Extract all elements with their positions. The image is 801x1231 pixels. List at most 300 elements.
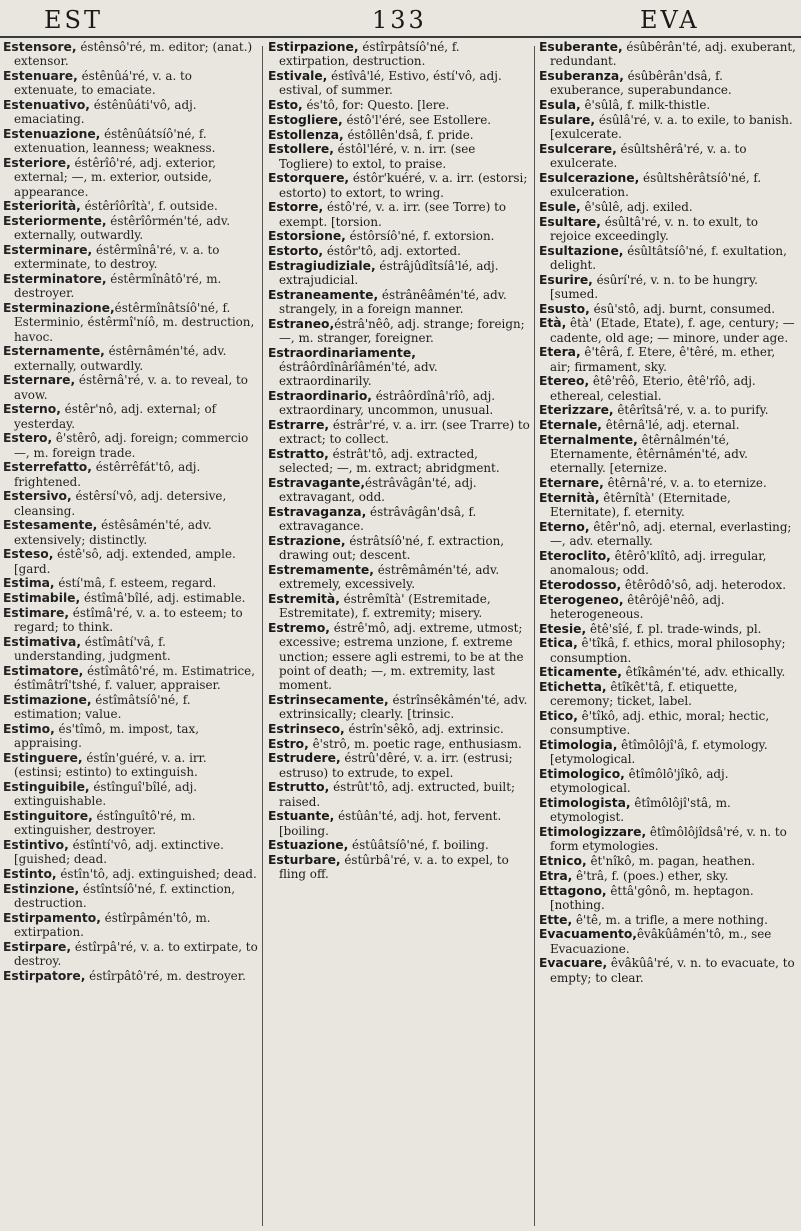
dictionary-entry — [539, 302, 799, 316]
dictionary-entry — [2, 591, 258, 605]
entry-headword: Esule, — [539, 199, 581, 214]
entry-definition: éstûâtsíô'né, f. boiling. — [348, 838, 489, 853]
dictionary-entry — [2, 431, 258, 460]
dictionary-entry — [2, 344, 258, 373]
entry-headword: Estero, — [3, 431, 53, 446]
dictionary-entry — [539, 418, 799, 432]
entry-definition: éstrânêâmén'té, adv. strangely, in a foreign manner. — [279, 287, 507, 316]
dictionary-entry — [2, 606, 258, 635]
entry-headword: Eteroclito, — [539, 548, 611, 563]
entry-definition: êtà' (Etade, Etate), f. age, century; — cadente, old age; — minore, under age. — [550, 316, 795, 345]
entry-headword: Estrudere, — [268, 751, 341, 766]
entry-definition: és'tô, for: Questo. [lere. — [302, 98, 450, 112]
entry-definition: ê'stêrô, adj. foreign; commercio —, m. foreign trade. — [14, 431, 249, 460]
entry-definition: éstîntsíô'né, f. extinction, destruction. — [14, 881, 236, 910]
dictionary-entry — [539, 98, 799, 112]
dictionary-entry — [268, 737, 532, 751]
dictionary-entry — [539, 796, 799, 825]
entry-definition: ê'tê, m. a trifle, a mere nothing. — [572, 912, 768, 927]
dictionary-entry — [2, 373, 258, 402]
entry-headword: Estimatore, — [3, 663, 84, 678]
entry-definition: éstîvâ'lé, Estivo, éstí'vô, adj. estival, of summer. — [279, 69, 502, 98]
entry-headword: Esultare, — [539, 214, 601, 229]
dictionary-entry — [2, 940, 258, 969]
dictionary-entry — [268, 418, 532, 447]
column-divider — [262, 46, 263, 1226]
entry-definition: éstênsô'ré, m. editor; (anat.) extensor. — [14, 40, 253, 69]
header-rule — [0, 36, 801, 38]
dictionary-entry — [539, 142, 799, 171]
entry-definition: éstînguî'bîlé, adj. extinguishable. — [14, 779, 198, 808]
entry-definition: éstênûátsíô'né, f. extenuation, leanness; weakness. — [14, 127, 216, 156]
entry-headword: Eternità, — [539, 490, 600, 505]
entry-definition: ésûltshêrâtsíô'né, f. exulceration. — [550, 170, 762, 199]
entry-headword: Estesamente, — [3, 518, 98, 533]
entry-headword: Esterrefatto, — [3, 460, 92, 475]
entry-headword: Estimare, — [3, 605, 69, 620]
dictionary-entry — [539, 927, 799, 956]
entry-definition: éstôrsíô'né, f. extorsion. — [345, 229, 495, 244]
entry-headword: Etesie, — [539, 621, 587, 636]
entry-definition: êt'nîkô, m. pagan, heathen. — [586, 854, 756, 868]
entry-headword: Etera, — [539, 345, 581, 360]
entry-definition: éstôr'tô, adj. extorted. — [323, 244, 461, 258]
dictionary-entry — [539, 884, 799, 913]
dictionary-entry — [539, 171, 799, 200]
left-running-head: EST — [44, 6, 103, 34]
entry-headword: Età, — [539, 316, 567, 331]
column-2 — [268, 40, 532, 1225]
entry-headword: Estremo, — [268, 621, 330, 635]
entry-definition: éstêrîôrîtà', f. outside. — [80, 199, 218, 214]
entry-definition: ê'sûlâ, f. milk-thistle. — [580, 98, 711, 112]
dictionary-entry — [268, 693, 532, 722]
entry-headword: Esteriorità, — [3, 199, 81, 214]
entry-definition: éstrût'tô, adj. extructed, built; raised. — [279, 780, 515, 809]
column-1 — [2, 40, 258, 1225]
entry-definition: éstô'ré, v. a. irr. (see Torre) to exempt. [torsion. — [279, 200, 507, 229]
dictionary-entry — [2, 751, 258, 780]
entry-definition: éstûrbâ'ré, v. a. to expel, to fling off. — [279, 853, 509, 882]
entry-headword: Estensore, — [3, 40, 77, 54]
entry-definition: ê'strô, m. poetic rage, enthusiasm. — [308, 736, 522, 751]
dictionary-entry — [539, 869, 799, 883]
dictionary-entry — [539, 433, 799, 476]
entry-definition: éstrâôrdînârîâmén'té, adv. extraordinarily. — [279, 360, 438, 389]
entry-headword: Esturbare, — [268, 853, 341, 867]
entry-definition: êtêrnâ'ré, v. a. to eternize. — [603, 476, 767, 490]
entry-headword: Etnico, — [539, 854, 587, 868]
entry-headword: Estinguere, — [3, 750, 83, 765]
entry-definition: ê'tîkô, adj. ethic, moral; hectic, consumptive. — [550, 709, 770, 738]
dictionary-entry — [2, 722, 258, 751]
entry-definition: éstînguîtô'ré, m. extinguisher, destroyer. — [14, 808, 196, 837]
dictionary-entry — [539, 622, 799, 636]
entry-headword: Esterminazione, — [3, 301, 115, 315]
entry-headword: Estro, — [268, 736, 309, 751]
dictionary-entry — [2, 969, 258, 983]
dictionary-entry — [2, 69, 258, 98]
dictionary-entry — [2, 882, 258, 911]
entry-headword: Estimo, — [3, 721, 55, 736]
entry-definition: éstôr'kuéré, v. a. irr. (estorsi; estorto) to extort, to wring. — [279, 171, 528, 200]
entry-headword: Estorto, — [268, 244, 324, 258]
entry-definition: éstîrpâ'ré, v. a. to extirpate, to destroy. — [14, 939, 258, 968]
dictionary-entry — [268, 751, 532, 780]
entry-definition: éstêrîô'ré, adj. exterior, external; —, m. exterior, outside, appearance. — [14, 156, 216, 199]
entry-headword: Estenuare, — [3, 69, 78, 83]
entry-definition: ésûltshêrâ'ré, v. a. to exulcerate. — [550, 141, 747, 170]
entry-headword: Esulcerare, — [539, 141, 617, 156]
entry-headword: Estintivo, — [3, 837, 69, 852]
entry-headword: Estimabile, — [3, 591, 81, 605]
entry-definition: êtêrnâ'lé, adj. eternal. — [601, 418, 740, 432]
entry-definition: éstrêmâmén'té, adv. extremely, excessively. — [279, 563, 500, 592]
entry-headword: Eternalmente, — [539, 432, 638, 447]
dictionary-entry — [539, 200, 799, 214]
dictionary-entry — [539, 956, 799, 985]
dictionary-entry — [2, 576, 258, 590]
entry-definition: éstrînsêkâmén'té, adv. extrinsically; clearly. [trinsic. — [279, 692, 528, 721]
dictionary-entry — [2, 243, 258, 272]
entry-definition: éstîrpâtô'ré, m. destroyer. — [85, 968, 246, 983]
entry-headword: Evacuamento, — [539, 927, 637, 942]
entry-headword: Estinzione, — [3, 881, 80, 896]
entry-headword: Estollere, — [268, 142, 334, 157]
entry-headword: Etimologista, — [539, 796, 631, 810]
dictionary-entry — [539, 345, 799, 374]
dictionary-entry — [2, 838, 258, 867]
entry-headword: Estrazione, — [268, 534, 346, 548]
entry-headword: Estogliere, — [268, 112, 343, 127]
entry-definition: ê'tîkâ, f. ethics, moral philosophy; consumption. — [550, 636, 786, 665]
entry-definition: éstrâr'ré, v. a. irr. (see Trarre) to extract; to collect. — [279, 418, 530, 447]
entry-definition: êtîmôlôjî'â, f. etymology. [etymological. — [550, 738, 768, 767]
entry-definition: êtê'rêô, Eterio, êtê'rîô, adj. ethereal, celestial. — [550, 374, 756, 403]
entry-definition: éstêrmînâ'ré, v. a. to exterminate, to destroy. — [14, 243, 220, 272]
entry-definition: éstênûáti'vô, adj. emaciating. — [14, 98, 197, 127]
entry-headword: Estraordinariamente, — [268, 345, 416, 360]
dictionary-entry — [2, 809, 258, 838]
dictionary-entry — [539, 549, 799, 578]
entry-headword: Estirpamento, — [3, 910, 101, 925]
entry-headword: Estima, — [3, 576, 55, 591]
dictionary-entry — [268, 505, 532, 534]
entry-headword: Etimologizzare, — [539, 825, 647, 839]
dictionary-entry — [268, 346, 532, 389]
dictionary-entry — [268, 244, 532, 258]
entry-definition: éstrâôrdînâ'rîô, adj. extraordinary, uncommon, unusual. — [279, 389, 496, 418]
entry-headword: Estenuativo, — [3, 98, 90, 112]
entry-definition: êvâkûâmén'tô, m., see Evacuazione. — [550, 927, 772, 956]
entry-headword: Esulcerazione, — [539, 170, 640, 185]
entry-headword: Esteriormente, — [3, 214, 107, 228]
dictionary-entry — [539, 593, 799, 622]
entry-headword: Estersivo, — [3, 489, 72, 504]
entry-headword: Ette, — [539, 912, 573, 927]
dictionary-entry — [539, 665, 799, 679]
entry-headword: Estrinsecamente, — [268, 692, 389, 707]
entry-definition: éstîn'guéré, v. a. irr. (estinsi; estinto) to extinguish. — [14, 750, 207, 779]
dictionary-entry — [539, 374, 799, 403]
entry-definition: êttâ'gônô, m. heptagon. [nothing. — [550, 883, 754, 912]
dictionary-entry — [2, 156, 258, 199]
entry-definition: ésûbêrân'dsâ, f. exuberance, superabundance. — [550, 69, 732, 98]
dictionary-entry — [268, 113, 532, 127]
entry-definition: éstêrîôrmén'té, adv. externally, outwardly. — [14, 214, 230, 243]
entry-definition: êtêrnâlmén'té, Eternamente, êtêrnâmén'té, adv. eternally. [eternize. — [550, 432, 748, 476]
entry-headword: Esternare, — [3, 373, 76, 388]
entry-headword: Esulare, — [539, 112, 596, 127]
entry-definition: és'tîmô, m. impost, tax, appraising. — [14, 721, 199, 750]
entry-definition: éstêrsí'vô, adj. detersive, cleansing. — [14, 489, 227, 518]
entry-definition: éstîmâ'ré, v. a. to esteem; to regard; to think. — [14, 605, 243, 634]
dictionary-entry — [268, 563, 532, 592]
dictionary-entry — [2, 301, 258, 344]
entry-headword: Esteriore, — [3, 156, 71, 170]
entry-definition: ésûbêrân'té, adj. exuberant, redundant. — [550, 40, 796, 69]
entry-definition: éstîn'tô, adj. extinguished; dead. — [56, 866, 257, 881]
entry-headword: Estragiudiziale, — [268, 258, 376, 273]
entry-headword: Eterno, — [539, 519, 590, 534]
dictionary-entry — [539, 578, 799, 592]
entry-headword: Estravaganza, — [268, 505, 367, 519]
page-header — [0, 0, 801, 40]
entry-headword: Etichetta, — [539, 680, 607, 694]
dictionary-entry — [268, 780, 532, 809]
dictionary-entry — [2, 547, 258, 576]
entry-headword: Estollenza, — [268, 127, 344, 142]
dictionary-entry — [268, 447, 532, 476]
dictionary-entry — [539, 680, 799, 709]
entry-headword: Estrinseco, — [268, 721, 345, 736]
entry-headword: Estirpare, — [3, 939, 72, 954]
entry-headword: Estivale, — [268, 69, 328, 83]
dictionary-entry — [2, 780, 258, 809]
entry-definition: ê'têrâ, f. Etere, ê'têré, m. ether, air; firmament, sky. — [550, 345, 776, 374]
entry-headword: Esteso, — [3, 547, 54, 562]
dictionary-entry — [268, 389, 532, 418]
dictionary-entry — [539, 273, 799, 302]
entry-definition: êtêrôjê'nêô, adj. heterogeneous. — [550, 592, 725, 621]
entry-headword: Eternare, — [539, 476, 604, 490]
entry-headword: Estrutto, — [268, 780, 330, 795]
entry-headword: Estuante, — [268, 809, 335, 824]
entry-headword: Esuberante, — [539, 40, 623, 54]
dictionary-entry — [2, 518, 258, 547]
entry-headword: Estorquere, — [268, 171, 350, 186]
entry-definition: ésûltâtsíô'né, f. exultation, delight. — [550, 243, 787, 272]
entry-headword: Etico, — [539, 709, 578, 723]
entry-headword: Esterno, — [3, 402, 61, 417]
entry-definition: êtîmôlôjî'stâ, m. etymologist. — [550, 796, 731, 825]
entry-headword: Estinto, — [3, 866, 57, 881]
entry-headword: Estinguitore, — [3, 808, 93, 823]
dictionary-entry — [2, 127, 258, 156]
dictionary-entry — [2, 635, 258, 664]
dictionary-entry — [539, 709, 799, 738]
dictionary-entry — [2, 272, 258, 301]
dictionary-entry — [539, 825, 799, 854]
entry-headword: Eternale, — [539, 418, 602, 432]
entry-headword: Eticamente, — [539, 665, 622, 680]
entry-headword: Estraneamente, — [268, 287, 379, 302]
entry-headword: Estirpatore, — [3, 968, 86, 983]
dictionary-entry — [268, 838, 532, 852]
entry-headword: Esuberanza, — [539, 69, 624, 83]
dictionary-entry — [2, 40, 258, 69]
entry-definition: éstîmâ'bîlé, adj. estimable. — [80, 591, 246, 605]
right-running-head: EVA — [640, 6, 700, 34]
entry-definition: éstêrmînâtsíô'né, f. Esterminio, éstêrmî'níô, m. destruction, havoc. — [14, 301, 255, 344]
entry-definition: êtêrîtsâ'ré, v. a. to purify. — [613, 403, 769, 418]
entry-definition: éstîmâtô'ré, m. Estimatrice, éstîmâtrî'tshé, f. valuer, appraiser. — [14, 663, 255, 692]
entry-definition: ésûlâ'ré, v. a. to exile, to banish. [exulcerate. — [550, 112, 793, 141]
dictionary-entry — [268, 288, 532, 317]
entry-definition: êtîkêt'tâ, f. etiquette, ceremony; ticket, label. — [550, 680, 738, 709]
entry-definition: ê'sûlê, adj. exiled. — [580, 199, 693, 214]
entry-definition: éstîntí'vô, adj. extinctive. [guished; dead. — [14, 837, 224, 866]
entry-definition: êtêrnîtà' (Eternitade, Eternitate), f. eternity. — [550, 490, 731, 519]
dictionary-entry — [539, 767, 799, 796]
entry-headword: Eterodosso, — [539, 577, 622, 592]
entry-headword: Evacuare, — [539, 956, 608, 971]
entry-definition: éstîmâtsíô'né, f. estimation; value. — [14, 692, 191, 721]
entry-definition: éstrâ'nêô, adj. strange; foreign; —, m. stranger, foreigner. — [279, 316, 525, 345]
dictionary-entry — [268, 142, 532, 171]
entry-headword: Esternamente, — [3, 344, 105, 359]
dictionary-entry — [539, 316, 799, 345]
entry-headword: Ettagono, — [539, 883, 607, 898]
entry-definition: éstô'l'éré, see Estollere. — [342, 112, 492, 127]
dictionary-entry — [268, 317, 532, 346]
entry-definition: éstrâvâgân'té, adj. extravagant, odd. — [279, 476, 477, 505]
dictionary-entry — [268, 171, 532, 200]
entry-definition: éstûân'té, adj. hot, fervent. [boiling. — [279, 809, 502, 838]
entry-definition: êvâkûâ'ré, v. n. to evacuate, to empty; to clear. — [550, 956, 795, 985]
entry-definition: êtêr'nô, adj. eternal, everlasting; —, adv. eternally. — [550, 519, 792, 548]
dictionary-entry — [2, 402, 258, 431]
entry-definition: ésûrí'ré, v. n. to be hungry. [sumed. — [550, 272, 758, 301]
dictionary-entry — [268, 722, 532, 736]
entry-headword: Estorre, — [268, 200, 324, 215]
entry-headword: Estremamente, — [268, 563, 374, 577]
entry-headword: Eterogeneo, — [539, 592, 624, 607]
entry-definition: éstrâtsíô'né, f. extraction, drawing out; descent. — [279, 534, 505, 563]
dictionary-entry — [268, 476, 532, 505]
dictionary-entry — [539, 476, 799, 490]
dictionary-entry — [2, 911, 258, 940]
entry-headword: Estuazione, — [268, 838, 349, 853]
dictionary-entry — [539, 40, 799, 69]
entry-headword: Esurire, — [539, 272, 593, 287]
entry-definition: êtîmôlô'jîkô, adj. etymological. — [550, 767, 729, 796]
entry-headword: Esto, — [268, 98, 303, 112]
dictionary-entry — [539, 244, 799, 273]
dictionary-entry — [268, 809, 532, 838]
dictionary-entry — [539, 113, 799, 142]
dictionary-entry — [2, 664, 258, 693]
column-3 — [539, 40, 799, 1225]
entry-definition: ésûltâ'ré, v. n. to exult, to rejoice exceedingly. — [550, 214, 759, 243]
entry-definition: éstôl'léré, v. n. irr. (see Togliere) to extol, to praise. — [279, 142, 476, 171]
entry-definition: éstîmâtí'vâ, f. understanding, judgment. — [14, 634, 171, 663]
dictionary-entry — [268, 534, 532, 563]
entry-headword: Esterminare, — [3, 243, 93, 257]
entry-definition: ê'trâ, f. (poes.) ether, sky. — [572, 868, 729, 883]
entry-definition: éstêrnâmén'té, adv. externally, outwardly. — [14, 344, 227, 373]
column-divider — [534, 46, 535, 1226]
entry-definition: ésû'stô, adj. burnt, consumed. — [589, 301, 776, 316]
dictionary-entry — [268, 592, 532, 621]
entry-definition: éstrât'tô, adj. extracted, selected; —, m. extract; abridgment. — [279, 447, 500, 476]
entry-definition: éstí'mâ, f. esteem, regard. — [54, 576, 217, 591]
entry-headword: Etimologico, — [539, 767, 625, 781]
dictionary-entry — [2, 489, 258, 518]
dictionary-entry — [2, 214, 258, 243]
dictionary-entry — [268, 40, 532, 69]
entry-headword: Estimazione, — [3, 692, 92, 707]
entry-definition: éstrê'mô, adj. extreme, utmost; excessive; estrema unzione, f. extreme unction; essere agli estremi, to be at the point of death; —, m. extremity, last moment. — [279, 621, 524, 692]
entry-definition: éstrâjûdîtsíâ'lé, adj. extrajudicial. — [279, 258, 499, 287]
entry-definition: éstîrpâmén'tô, m. extirpation. — [14, 910, 211, 939]
dictionary-entry — [2, 460, 258, 489]
dictionary-entry — [268, 259, 532, 288]
entry-headword: Estremità, — [268, 592, 340, 606]
dictionary-entry — [2, 867, 258, 881]
entry-headword: Etica, — [539, 636, 578, 651]
entry-headword: Esula, — [539, 98, 581, 112]
dictionary-entry — [268, 200, 532, 229]
entry-definition: éstrîn'sêkô, adj. extrinsic. — [344, 721, 504, 736]
dictionary-entry — [539, 215, 799, 244]
entry-headword: Estenuazione, — [3, 127, 101, 141]
entry-definition: êtîkâmén'té, adv. ethically. — [621, 665, 786, 680]
entry-definition: êtêrô'klîtô, adj. irregular, anomalous; odd. — [550, 548, 767, 577]
entry-headword: Estrarre, — [268, 418, 330, 432]
entry-headword: Esterminatore, — [3, 272, 107, 286]
entry-definition: éstênûá'ré, v. a. to extenuate, to emaciate. — [14, 69, 192, 98]
entry-definition: éstêr'nô, adj. external; of yesterday. — [14, 402, 217, 431]
entry-headword: Esultazione, — [539, 243, 624, 258]
dictionary-entry — [539, 520, 799, 549]
dictionary-entry — [268, 853, 532, 882]
entry-definition: éstôllên'dsâ, f. pride. — [343, 127, 474, 142]
dictionary-entry — [539, 854, 799, 868]
dictionary-entry — [268, 621, 532, 692]
dictionary-entry — [539, 69, 799, 98]
dictionary-entry — [539, 636, 799, 665]
entry-definition: éstrâvâgân'dsâ, f. extravagance. — [279, 505, 477, 534]
dictionary-entry — [268, 128, 532, 142]
dictionary-entry — [539, 491, 799, 520]
entry-headword: Estravagante, — [268, 476, 366, 490]
page-number: 133 — [372, 6, 427, 34]
entry-definition: êtîmôlôjîdsâ'ré, v. n. to form etymologies. — [550, 825, 787, 854]
entry-definition: éstêrrêfát'tô, adj. frightened. — [14, 460, 201, 489]
entry-headword: Estraneo, — [268, 316, 335, 331]
dictionary-entry — [539, 403, 799, 417]
entry-definition: éstîrpâtsíô'né, f. extirpation, destruction. — [279, 40, 460, 69]
dictionary-entry — [268, 98, 532, 112]
entry-headword: Esusto, — [539, 301, 590, 316]
dictionary-entry — [2, 693, 258, 722]
entry-definition: éstê'sô, adj. extended, ample. [gard. — [14, 547, 236, 576]
dictionary-entry — [2, 199, 258, 213]
entry-headword: Etra, — [539, 868, 573, 883]
entry-headword: Etereo, — [539, 374, 590, 389]
entry-definition: éstêrnâ'ré, v. a. to reveal, to avow. — [14, 373, 248, 402]
